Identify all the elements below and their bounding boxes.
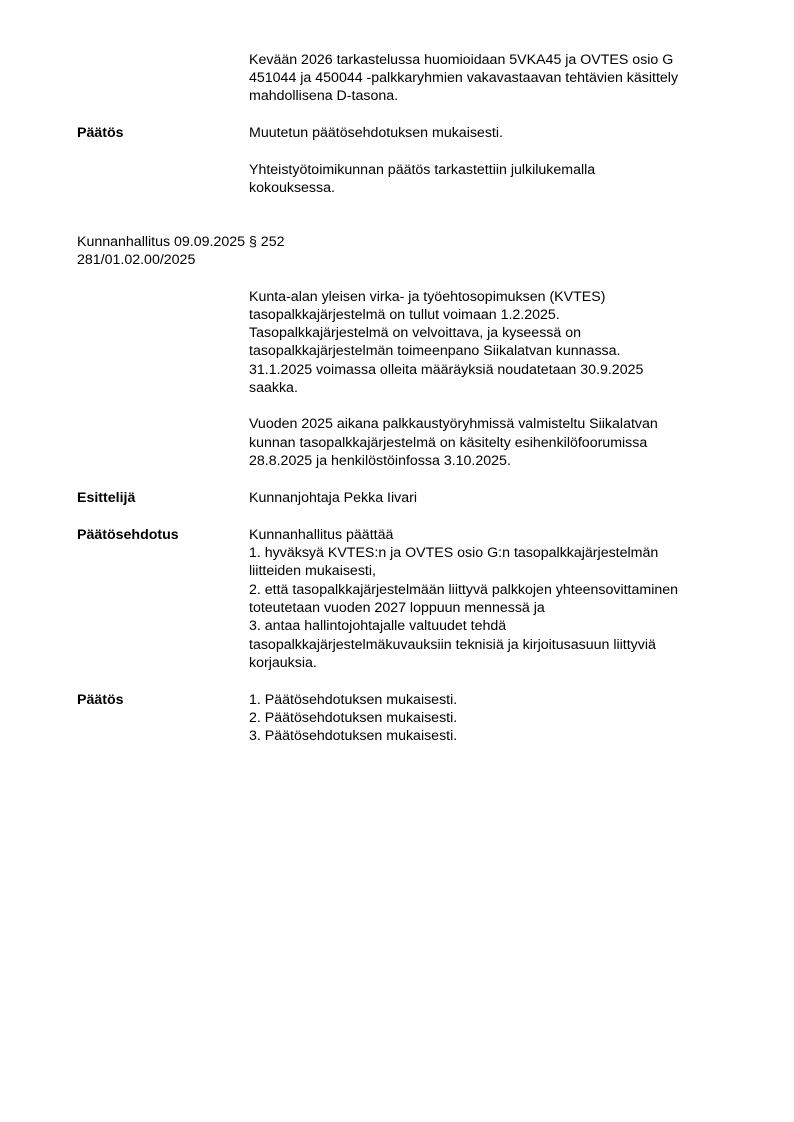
description-line: Tasopalkkajärjestelmä on velvoittava, ja kyseessä on <box>249 325 581 341</box>
intro-line: mahdollisena D-tasona. <box>249 88 399 104</box>
proposal-label: Päätösehdotus <box>77 527 179 543</box>
proposal-line: korjauksia. <box>249 655 317 671</box>
description-line: kunnan tasopalkkajärjestelmä on käsitelty esihenkilöfoorumissa <box>249 435 648 451</box>
description-line: saakka. <box>249 380 298 396</box>
proposal-line: 2. että tasopalkkajärjestelmään liittyvä palkkojen yhteensovittaminen <box>249 582 679 598</box>
decision-label: Päätös <box>77 692 124 708</box>
description-line: tasopalkkajärjestelmän toimeenpano Siikalatvan kunnassa. <box>249 343 621 359</box>
record-number: 281/01.02.00/2025 <box>77 252 196 268</box>
proposal-line: Kunnanhallitus päättää <box>249 527 394 543</box>
presenter-label: Esittelijä <box>77 490 136 506</box>
proposal-line: toteutetaan vuoden 2027 loppuun mennessä ja <box>249 600 545 616</box>
decision-text: Muutetun päätösehdotuksen mukaisesti. <box>249 125 503 141</box>
description-line: Vuoden 2025 aikana palkkaustyöryhmissä valmisteltu Siikalatvan <box>249 416 658 432</box>
decision-item: 1. Päätösehdotuksen mukaisesti. <box>249 692 458 708</box>
decision-label: Päätös <box>77 125 124 141</box>
presenter-name: Kunnanjohtaja Pekka Iivari <box>249 490 417 506</box>
decision-note-line: Yhteistyötoimikunnan päätös tarkastettiin julkilukemalla <box>249 162 596 178</box>
decision-item: 2. Päätösehdotuksen mukaisesti. <box>249 710 458 726</box>
description-line: 31.1.2025 voimassa olleita määräyksiä noudatetaan 30.9.2025 <box>249 362 644 378</box>
proposal-line: tasopalkkajärjestelmäkuvauksiin teknisiä ja kirjoitusasuun liittyviä <box>249 637 656 653</box>
intro-line: Kevään 2026 tarkastelussa huomioidaan 5VKA45 ja OVTES osio G <box>249 52 674 68</box>
proposal-line: 3. antaa hallintojohtajalle valtuudet tehdä <box>249 618 507 634</box>
decision-note-line: kokouksessa. <box>249 180 335 196</box>
description-line: Kunta-alan yleisen virka- ja työehtosopimuksen (KVTES) <box>249 289 606 305</box>
proposal-line: 1. hyväksyä KVTES:n ja OVTES osio G:n tasopalkkajärjestelmän <box>249 545 659 561</box>
description-line: tasopalkkajärjestelmä on tullut voimaan 1.2.2025. <box>249 307 560 323</box>
intro-line: 451044 ja 450044 -palkkaryhmien vakavastaavan tehtävien käsittely <box>249 70 679 86</box>
meeting-reference: Kunnanhallitus 09.09.2025 § 252 <box>77 234 285 250</box>
decision-item: 3. Päätösehdotuksen mukaisesti. <box>249 728 458 744</box>
description-line: 28.8.2025 ja henkilöstöinfossa 3.10.2025. <box>249 453 511 469</box>
proposal-line: liitteiden mukaisesti, <box>249 563 376 579</box>
